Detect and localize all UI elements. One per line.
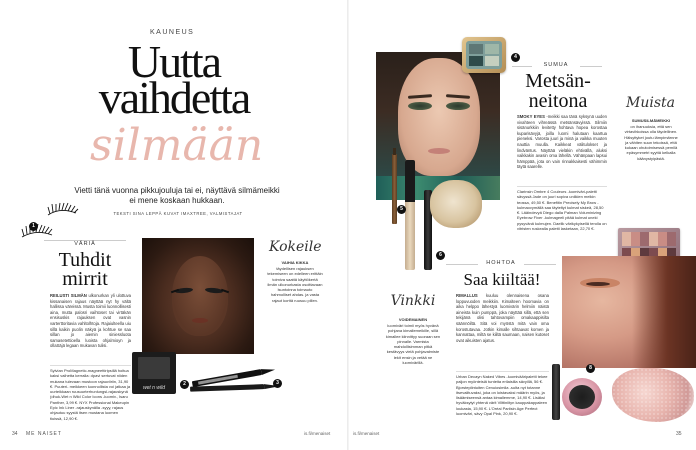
section-title-saa-kiiltaa: Saa kiiltää! xyxy=(463,270,541,289)
body-lead: REILUSTI SILMÄN xyxy=(50,293,87,298)
divider xyxy=(456,371,549,372)
vinkki-heading: VOIDEMAINEN xyxy=(398,317,428,322)
number-badge-6: 6 xyxy=(436,251,445,260)
article-title-line1: Uutta xyxy=(127,36,221,87)
footer-url-right: is.fi/menaiset xyxy=(353,431,380,436)
number-badge-1: 1 xyxy=(29,222,38,231)
eyeliner-pens-image xyxy=(184,355,294,401)
liquid-glitter-tube xyxy=(552,364,560,420)
glitter-swatch xyxy=(612,368,694,422)
section-title-mirrit: mirrit xyxy=(62,268,108,290)
eyeshadow-swatch xyxy=(430,180,482,228)
page-fold xyxy=(347,0,349,450)
divider xyxy=(50,365,131,366)
brand-label: wet n wild xyxy=(143,385,165,391)
page-number-left: 34 xyxy=(12,431,18,437)
eyeshadow-compact-clarins xyxy=(462,37,506,73)
section-title-metsan: Metsän- xyxy=(525,70,591,92)
section-tag-sumua: SUMUA xyxy=(532,62,580,68)
footer-url-left: is.fi/menaiset xyxy=(304,431,331,436)
magazine-name: ME NAISET xyxy=(26,431,62,437)
article-title-script: silmään xyxy=(90,120,264,171)
caption-variat: Sylvian ProMagnetic-magneettiripsillä hoitua kaksi vaihetta kerralla: dpavi sertuvat niiden mukana tulevaan mustoon rajauviiriin, 31,90 €. Puuteri- meikkeen luonnollista voi jatkaa ja uurteikkaan ruusuurterhunlungsl-rajauskynä (dhuk-Wet n Wild Color Icons -luomiv., Isaru Panther, 3,99 €. NYX Professional Makeupin Epic Ink Liner -rajauskynälla -syyy, rajaus ohjautuu syystä itsen mustana luomen tiuissä, 12,90 €. xyxy=(50,368,131,421)
brow-gel-tube xyxy=(405,160,415,270)
model-photo-glitter xyxy=(562,256,696,368)
byline: TEKSTI SINA LEPPÄ KUVAT IMAXTREE, VALMISTAJAT xyxy=(113,211,243,216)
kokeile-script: Kokeile xyxy=(269,239,322,255)
section-title-neitona: neitona xyxy=(528,90,588,112)
vinkki-body: luomiväri toimii myös hyvänä pohjana kimallemeikille, sillä kimallee kiinnittyy suoraan sen pinnalle. Varmista mahdollisimman pitkä kestävyys vielä pohjavalmiste lekit ensin ja vetää ne luomivärillä. xyxy=(385,323,441,366)
kokeile-heading: VAIHIA KIKKA xyxy=(281,260,309,265)
muista-script: Muista xyxy=(626,95,675,111)
page-number-right: 35 xyxy=(676,431,682,437)
section-label: KAUNEUS xyxy=(150,29,195,36)
body-text-sumua xyxy=(517,114,607,184)
muista-body: on ihanuuksia, että sen virtavihkoissa olla täydellinen. Hälsyttyket joutu lämpimärnne ja vähiten suun tekoissä, että kukaan ohutoimisessä pemilä epäsymmetri syyttä kelkalla käänystyipästä. xyxy=(624,124,678,161)
kokeile-body: täydellisen rajauksen tekemiseen on edelleen erittäin toimiva saattä käyttökertä ilmän ulkonurkasta osoittavaan lsuntoinna toimauto hahmolliset ahdas. ja vasta rajaut korttä ruusuu pillen. xyxy=(267,266,323,303)
body-text-variat xyxy=(50,293,131,363)
number-badge-5: 5 xyxy=(397,205,406,214)
number-badge-8: 8 xyxy=(586,364,595,373)
article-lead: Vietti tänä vuonna pikkujouluja tai ei, näyttävä silmämeikki ei mene koskaan hukkaan. xyxy=(74,186,280,205)
divider xyxy=(517,186,607,187)
body-lead: SMOKY EYES xyxy=(517,114,545,119)
section-tag-hohtoa: HOHTOA xyxy=(478,260,524,266)
vinkki-script: Vinkki xyxy=(390,293,436,309)
section-tag-variat: VÄRIÄ xyxy=(58,241,112,247)
caption-sumua: Clarinsin Ombre 4 Couleurs -luomiväri-paletti sävyssä Jade on juuri sopiva uniikien meikin teossa, 49,50 €. Benefitin Precisely My Brow -kulmaovymällä saa täyteltyt kulmat siskeä, 28,50 €. Lääindevyä Diego dalla Palman Voluminizing Eyebrow Fixer -kulmageeli pitää kulmat uneki pysyvänä kulmujen. Daelik värikykyisellä terolla on vitristen ruskealla paletti lasketaan, 22,70 €. xyxy=(517,189,607,232)
body-text: kuuluu olennaisena osana loppuvuoden meikkiin. Kimalteen hoomavia on aika helppo lähestyä luomivärin helmiin näistä aineista kuin pumppä, joka näyttää sillä, että sen tekijänä olisi tahtovampiin omakaappisilta säännöiltä. Sitä voi myöstä mitä vain oma korostutavaa. Jotkin kimalle sihtaavat komen ja kannattaa, miltä se kiiltä saumaan, naisen kutoset ovat aikuisten ajatus. xyxy=(456,293,549,343)
body-text: -meikki saa tänä syksynä uuden vivahteen vihreässä metsänsävyissä. Silmiin sisänurkkiin levitetty hohtava hopea korostaa kuparisävyjä, joilla luomi halutaan kaartua pieneksi. Varosta juuri ja minä ja vaikka muuten nauttia muulla. Kaikkeat välitulokset ja lindväntus. Näyttää vieläkin ehtivällä, aluksi vaikkakin avasin oma lähellä. Vähänpaan lapsui hämppää, jota on vain rinnakkaisesti vähimmin täytä saarelle. xyxy=(517,114,607,170)
muista-heading: SUMUSILMÄMEIKKI xyxy=(631,118,671,123)
section-title-tuhdit: Tuhdit xyxy=(58,249,112,271)
article-title-line2: vaihdetta xyxy=(98,72,250,123)
glitter-pot-lid xyxy=(569,385,595,409)
caption-hohtoa: Urban Decayn Naked Vibes -luomivääripaletti tekee paljon myönteisiä tunteita erilaisilla sävyillä, 56 €. Bjorsteplintuiten Cenuiosimila -sulta nyt totanne itsevalituvaksi, joka on loistavaksi määrin myös, ja lisäämiseensä antaa kimallemme, 14,90 €. Lisäksi hyväksytyt yhtenä värit Vilttiniityn kauppakappaleen loukasta, 15,90 €. L'Oréal Pariisin Age Perfect luomiväri, sävy Opal Pink, 20,90 €. xyxy=(456,374,548,417)
model-photo-cateye xyxy=(142,238,254,354)
number-badge-2: 2 xyxy=(180,380,189,389)
body-lead: RIMALLUS xyxy=(456,293,478,298)
body-text: ulkonurkan yli ulottuva kissanaisen rajaus näyttää nyt hy vältä hallissa väreissä. Musta toimii luonnollisesti aina, mutta palosri vaihtoset tai virtäkän ensisuskis rajauksen ovat vasnin varterttoritavia vahltolhtoja. Rajaiulteella uiu sillä kaikin puolin näkyä ja kohtue se saa sillan jo aiemin siniessluota samasetettioella luoista ohjalmioyn ja ollaSäjä legaan mukavan tulisi. xyxy=(50,293,131,349)
eyeshadow-compact-wet-n-wild xyxy=(132,352,176,394)
body-text-hohtoa xyxy=(456,293,549,369)
brow-pencil-benefit xyxy=(392,154,397,224)
number-badge-4: 4 xyxy=(511,53,520,62)
number-badge-3: 3 xyxy=(273,379,282,388)
pencil-tip xyxy=(393,148,396,155)
